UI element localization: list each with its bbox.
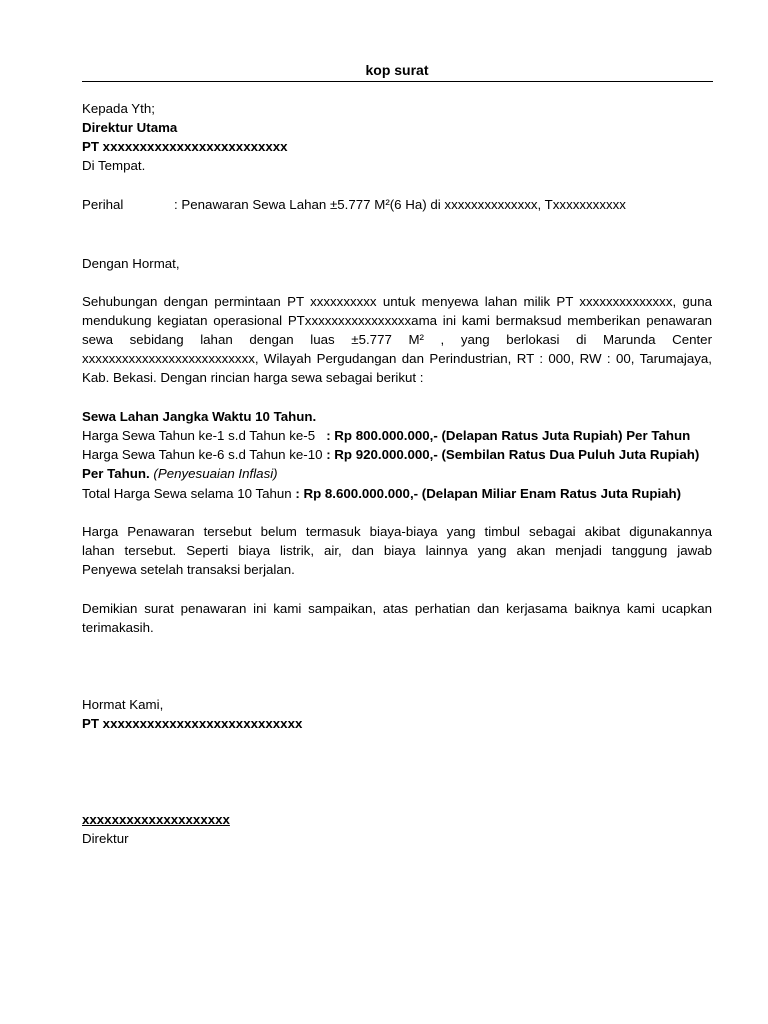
pricing-row2-value: : Rp 920.000.000,- (Sembilan Ratus Dua Puluh Juta Rupiah) — [326, 447, 700, 462]
signer-name: xxxxxxxxxxxxxxxxxxxx — [82, 812, 230, 827]
signer-title: Direktur — [82, 831, 129, 846]
letterhead-title: kop surat — [365, 62, 429, 78]
pricing-total-value: : Rp 8.600.000.000,- (Delapan Miliar Enam Ratus Juta Rupiah) — [295, 486, 682, 501]
paragraph1-line4: xxxxxxxxxxxxxxxxxxxxxxxxxx, Wilayah Pergudangan dan Perindustrian, RT : 000, RW : 00, Tarumajaya, — [82, 351, 712, 366]
paragraph2-line3: Penyewa setelah transaksi berjalan. — [82, 562, 295, 577]
pricing-heading: Sewa Lahan Jangka Waktu 10 Tahun. — [82, 409, 317, 424]
closing-company: PT xxxxxxxxxxxxxxxxxxxxxxxxxxx — [82, 716, 303, 731]
pricing-row2-continued — [82, 464, 712, 483]
paragraph1-line5: Kab. Bekasi. Dengan rincian harga sewa sebagai berikut : — [82, 370, 424, 385]
pricing-row1 — [82, 426, 712, 445]
paragraph2-line2: lahan tersebut. Seperti biaya listrik, air, dan biaya lainnya yang akan menjadi tanggung jawab — [82, 543, 712, 558]
paragraph1-line2: mendukung kegiatan operasional PTxxxxxxxxxxxxxxxxama ini kami bermaksud memberikan penawaran — [82, 313, 712, 328]
pricing-row2-note: (Penyesuaian Inflasi) — [149, 466, 278, 481]
pricing-row2 — [82, 445, 712, 464]
pricing-row1-value: : Rp 800.000.000,- (Delapan Ratus Juta Rupiah) Per Tahun — [326, 428, 691, 443]
recipient-greeting: Kepada Yth; — [82, 101, 155, 116]
recipient-place: Di Tempat. — [82, 158, 146, 173]
pricing-total-label: Total Harga Sewa selama 10 Tahun — [82, 486, 296, 501]
salutation: Dengan Hormat, — [82, 256, 180, 271]
recipient-company: PT xxxxxxxxxxxxxxxxxxxxxxxxx — [82, 139, 288, 154]
closing-regards: Hormat Kami, — [82, 697, 164, 712]
subject-label: Perihal — [82, 197, 124, 212]
paragraph1-line1: Sehubungan dengan permintaan PT xxxxxxxxxx untuk menyewa lahan milik PT xxxxxxxxxxxxxx, guna — [82, 294, 712, 309]
subject-value: : Penawaran Sewa Lahan ±5.777 M²(6 Ha) di xxxxxxxxxxxxxx, Txxxxxxxxxxx — [174, 197, 626, 212]
letterhead-divider — [82, 81, 713, 82]
pricing-row2-cont: Per Tahun. — [82, 466, 150, 481]
pricing-total — [82, 484, 712, 503]
pricing-row2-label: Harga Sewa Tahun ke-6 s.d Tahun ke-10 — [82, 447, 327, 462]
pricing-row1-label: Harga Sewa Tahun ke-1 s.d Tahun ke-5 — [82, 428, 327, 443]
paragraph3-line1: Demikian surat penawaran ini kami sampaikan, atas perhatian dan kerjasama baiknya kami ucapkan — [82, 601, 712, 616]
paragraph3-line2: terimakasih. — [82, 620, 154, 635]
paragraph2-line1: Harga Penawaran tersebut belum termasuk biaya-biaya yang timbul sebagai akibat digunakannya — [82, 524, 712, 539]
recipient-position: Direktur Utama — [82, 120, 178, 135]
paragraph1-line3: sewa sebidang lahan dengan luas ±5.777 M² , yang berlokasi di Marunda Center — [82, 332, 712, 347]
